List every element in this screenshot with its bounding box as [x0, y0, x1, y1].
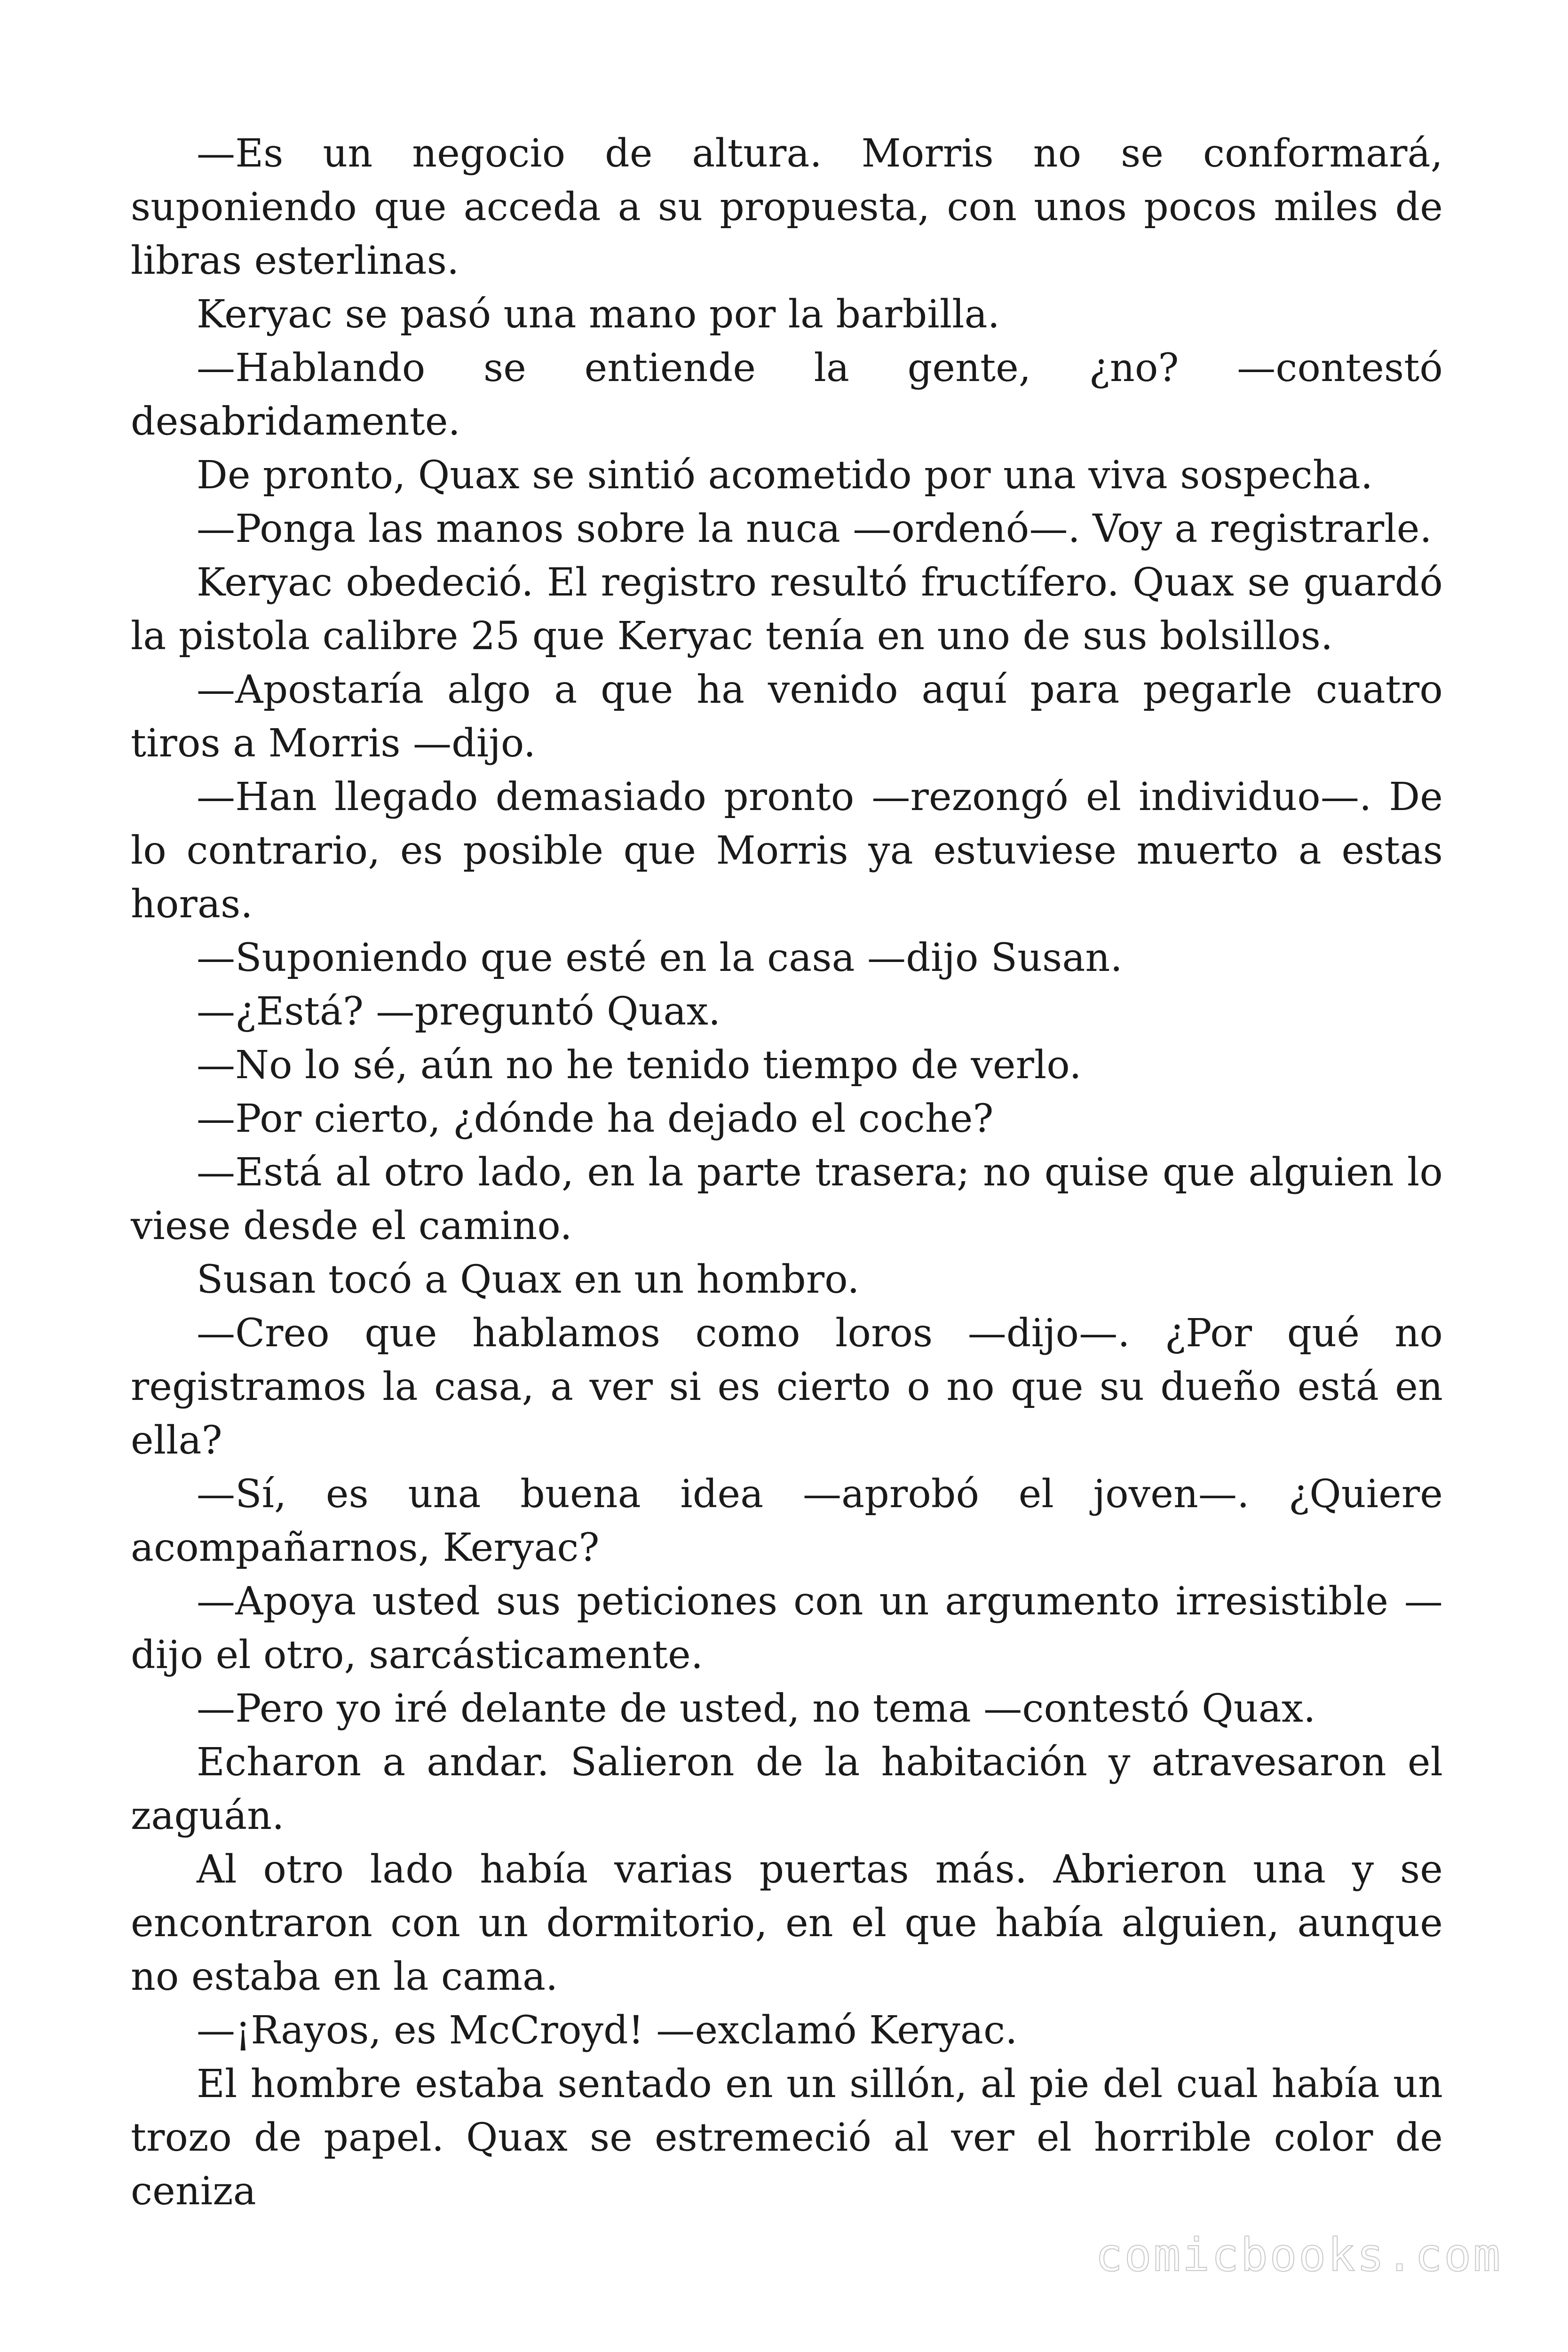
paragraph: —Hablando se entiende la gente, ¿no? —contestó desabridamente.	[131, 346, 1443, 444]
paragraph: —Apoya usted sus peticiones con un argumento irresistible —dijo el otro, sarcásticamente.	[131, 1579, 1443, 1677]
watermark: comicbooks.com	[1095, 2229, 1502, 2281]
paragraph: De pronto, Quax se sintió acometido por una viva sospecha.	[197, 453, 1373, 498]
paragraph: Al otro lado había varias puertas más. Abrieron una y se encontraron con un dormitorio, en el que había alguien, aunque no estaba en la cama.	[131, 1847, 1443, 1999]
paragraph: Keryac obedeció. El registro resultó fructífero. Quax se guardó la pistola calibre 25 que Keryac tenía en uno de sus bolsillos.	[131, 560, 1443, 659]
paragraph: —¿Está? —preguntó Quax.	[197, 989, 721, 1034]
body-text	[131, 127, 1443, 2218]
paragraph: —¡Rayos, es McCroyd! —exclamó Keryac.	[197, 2008, 1018, 2053]
paragraph: Susan tocó a Quax en un hombro.	[197, 1257, 860, 1302]
paragraph: —Apostaría algo a que ha venido aquí para pegarle cuatro tiros a Morris —dijo.	[131, 667, 1443, 766]
paragraph: —Creo que hablamos como loros —dijo—. ¿Por qué no registramos la casa, a ver si es cierto o no que su dueño está en ella?	[131, 1311, 1443, 1463]
paragraph: —Pero yo iré delante de usted, no tema —contestó Quax.	[197, 1686, 1316, 1731]
paragraph: —Suponiendo que esté en la casa —dijo Susan.	[197, 936, 1123, 980]
paragraph: Echaron a andar. Salieron de la habitación y atravesaron el zaguán.	[131, 1740, 1443, 1838]
paragraph: El hombre estaba sentado en un sillón, al pie del cual había un trozo de papel. Quax se estremeció al ver el horrible color de ceniza	[131, 2062, 1443, 2214]
paragraph: —No lo sé, aún no he tenido tiempo de verlo.	[197, 1043, 1082, 1088]
paragraph: —Han llegado demasiado pronto —rezongó el individuo—. De lo contrario, es posible que Morris ya estuviese muerto a estas horas.	[131, 775, 1443, 927]
paragraph: —Por cierto, ¿dónde ha dejado el coche?	[197, 1097, 994, 1141]
paragraph: —Es un negocio de altura. Morris no se conformará, suponiendo que acceda a su propuesta, con unos pocos miles de libras esterlinas.	[131, 131, 1443, 283]
paragraph: —Está al otro lado, en la parte trasera; no quise que alguien lo viese desde el camino.	[131, 1150, 1443, 1248]
paragraph: —Ponga las manos sobre la nuca —ordenó—. Voy a registrarle.	[197, 507, 1432, 551]
paragraph: Keryac se pasó una mano por la barbilla.	[197, 292, 1000, 337]
paragraph: —Sí, es una buena idea —aprobó el joven—. ¿Quiere acompañarnos, Keryac?	[131, 1472, 1443, 1570]
